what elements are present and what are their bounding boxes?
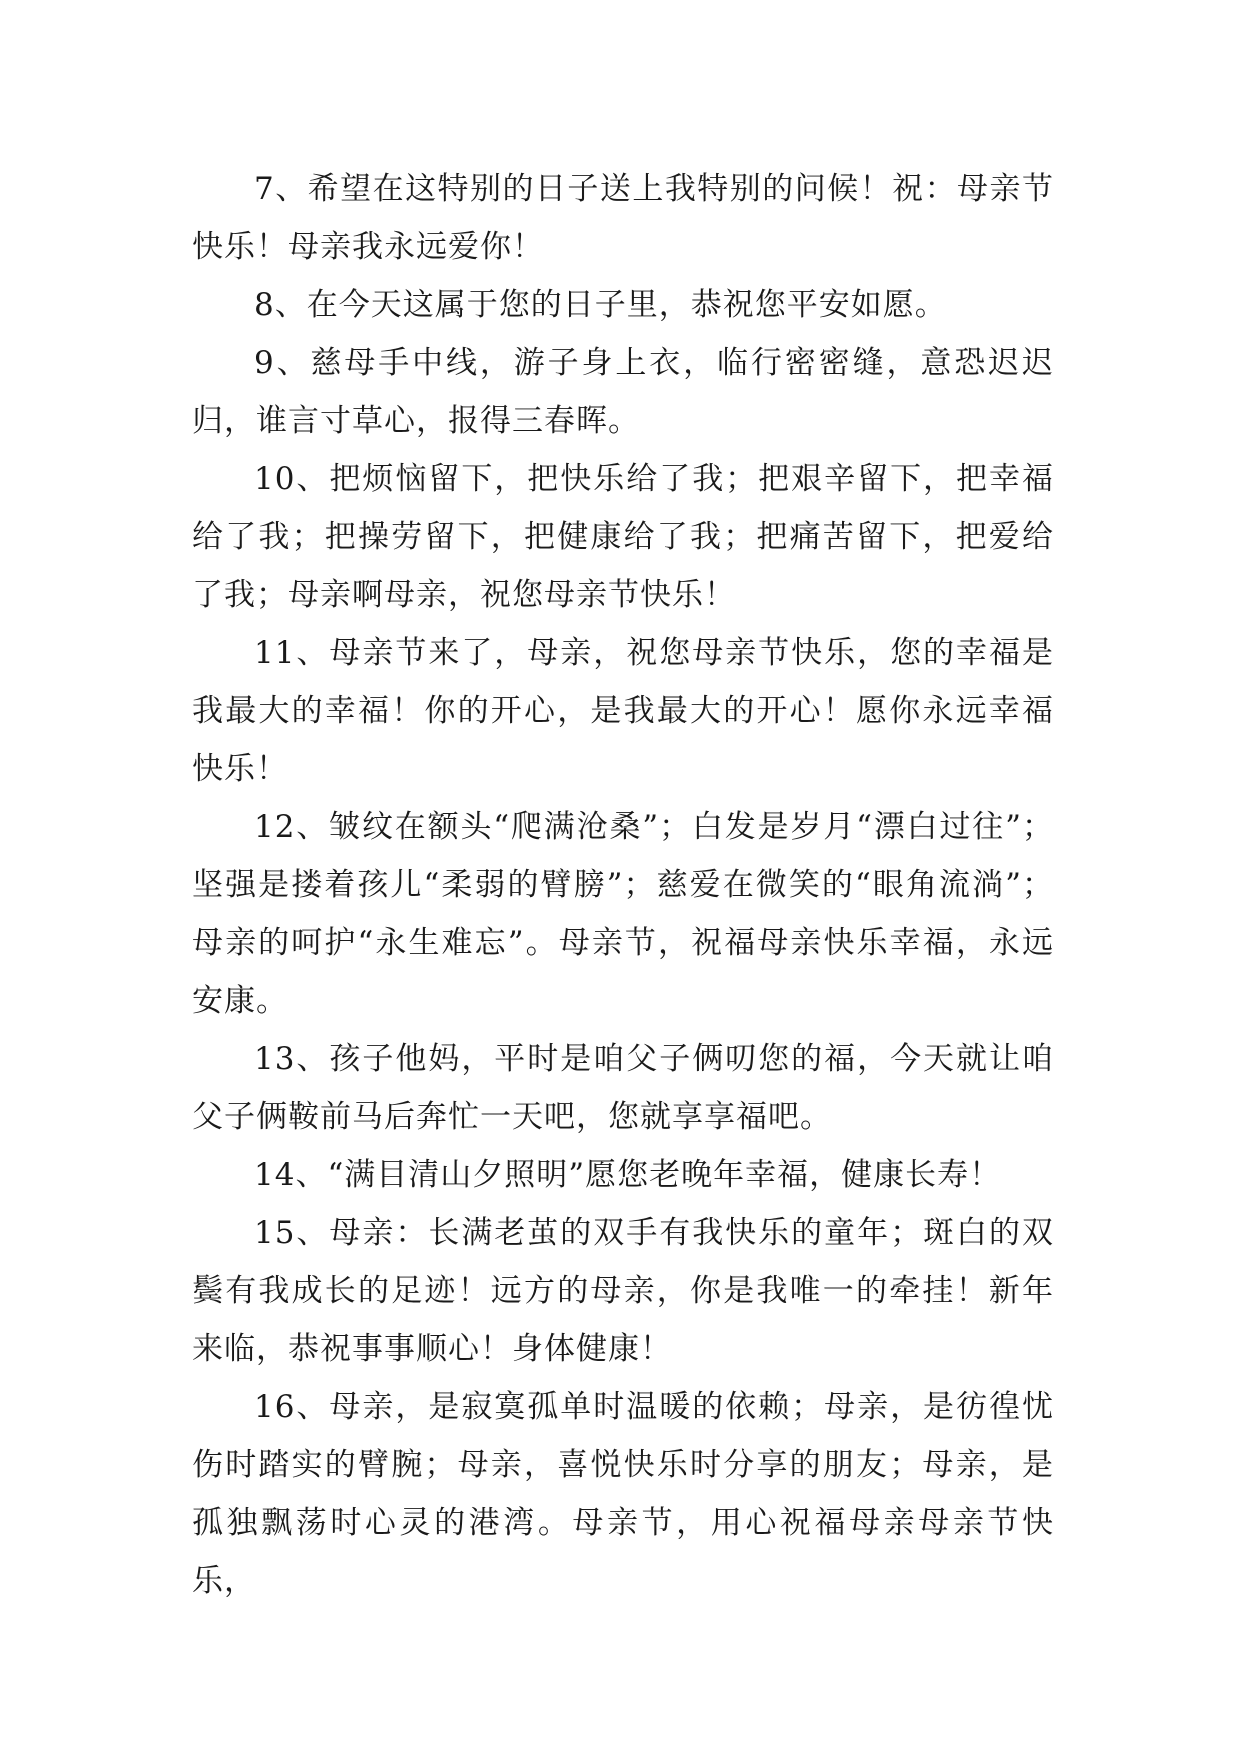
- paragraph-11: 11、母亲节来了，母亲，祝您母亲节快乐，您的幸福是我最大的幸福！你的开心，是我最大的开心！愿你永远幸福快乐！: [192, 635, 1054, 787]
- document-body: [192, 160, 1054, 1610]
- paragraph-15: 15、母亲：长满老茧的双手有我快乐的童年；斑白的双鬓有我成长的足迹！远方的母亲，你是我唯一的牵挂！新年来临，恭祝事事顺心！身体健康！: [192, 1215, 1054, 1367]
- paragraph-14: 14、“满目清山夕照明”愿您老晚年幸福，健康长寿！: [254, 1157, 1002, 1193]
- paragraph-13: 13、孩子他妈，平时是咱父子俩叨您的福，今天就让咱父子俩鞍前马后奔忙一天吧，您就享享福吧。: [192, 1041, 1054, 1135]
- paragraph-12: 12、皱纹在额头“爬满沧桑”；白发是岁月“漂白过往”；坚强是搂着孩儿“柔弱的臂膀”；慈爱在微笑的“眼角流淌”；母亲的呵护“永生难忘”。母亲节，祝福母亲快乐幸福，永远安康。: [192, 809, 1054, 1019]
- paragraph-10: 10、把烦恼留下，把快乐给了我；把艰辛留下，把幸福给了我；把操劳留下，把健康给了我；把痛苦留下，把爱给了我；母亲啊母亲，祝您母亲节快乐！: [192, 461, 1054, 613]
- paragraph-16: 16、母亲，是寂寞孤单时温暖的依赖；母亲，是彷徨忧伤时踏实的臂腕；母亲，喜悦快乐时分享的朋友；母亲，是孤独飘荡时心灵的港湾。母亲节，用心祝福母亲母亲节快乐，: [192, 1389, 1054, 1599]
- paragraph-9: 9、慈母手中线，游子身上衣，临行密密缝，意恐迟迟归，谁言寸草心，报得三春晖。: [192, 345, 1054, 439]
- paragraph-8: 8、在今天这属于您的日子里，恭祝您平安如愿。: [254, 287, 947, 323]
- paragraph-7: 7、希望在这特别的日子送上我特别的问候！祝：母亲节快乐！母亲我永远爱你！: [192, 171, 1054, 265]
